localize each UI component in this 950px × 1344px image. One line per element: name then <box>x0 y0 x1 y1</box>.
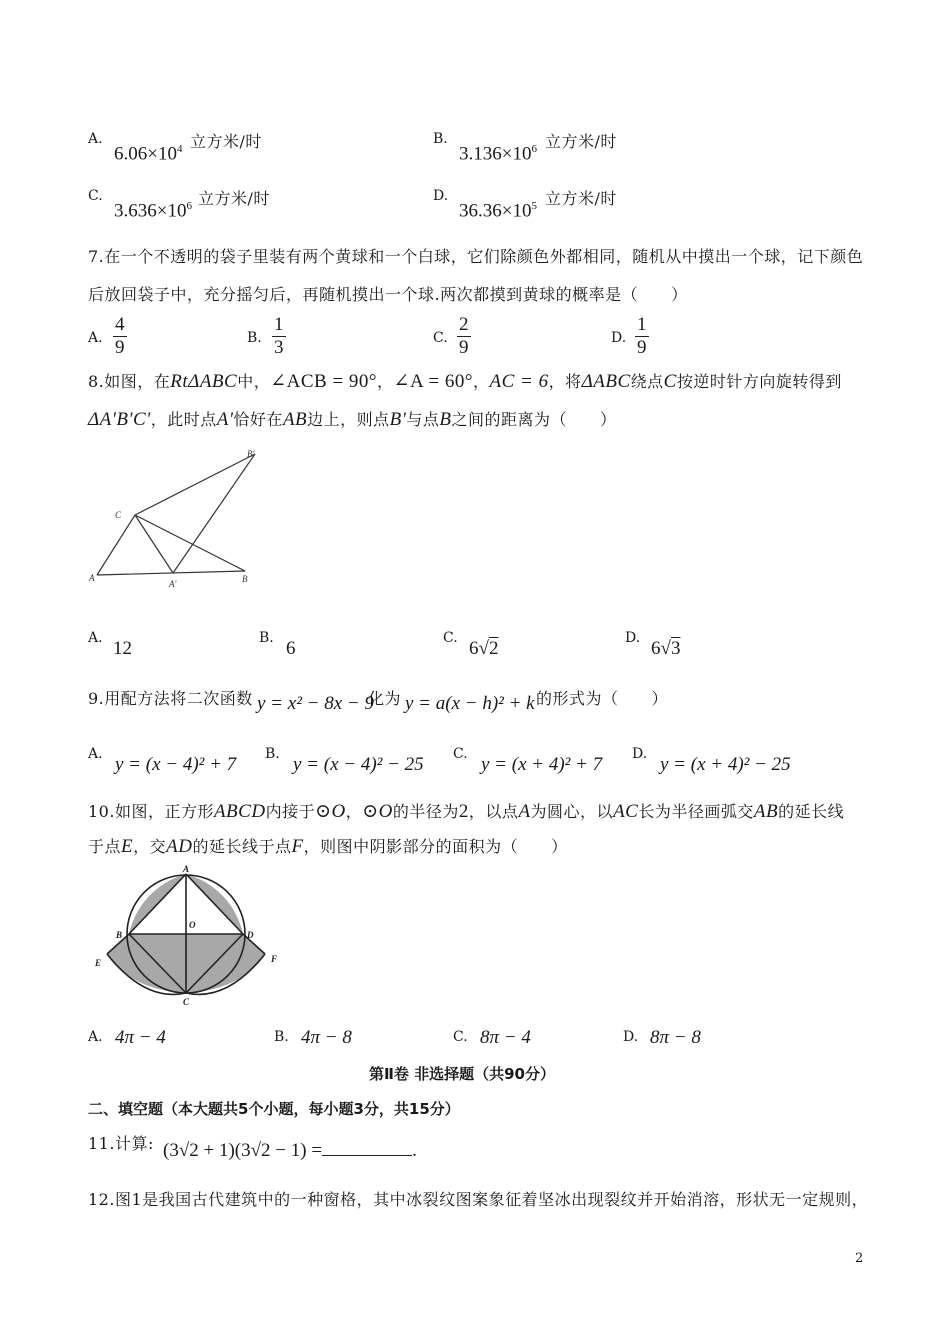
option-value: y = (x + 4)² − 25 <box>660 754 791 775</box>
q7-line2: 后放回袋子中，充分摇匀后，再随机摸出一个球.两次都摸到黄球的概率是（ ） <box>88 285 688 304</box>
segment-c-a-prime <box>135 515 173 573</box>
option-label: C. <box>443 630 458 646</box>
segment-ab <box>97 571 245 575</box>
option-label: D. <box>625 630 641 646</box>
unit-text: 立方米/时 <box>190 132 262 151</box>
option-value: $36.36\times 10^5$ <box>459 200 537 222</box>
option-value: 6√2 <box>469 638 499 659</box>
option-label: B. <box>433 131 448 147</box>
label-a: A <box>89 573 95 583</box>
label-b: B <box>116 930 123 940</box>
option-label: A. <box>88 630 103 646</box>
q10-circle-figure <box>85 862 285 1012</box>
option-label: C. <box>453 1029 468 1045</box>
option-label: A. <box>88 746 103 762</box>
q11-prefix: 11.计算: <box>88 1134 154 1153</box>
label-o: O <box>189 920 196 930</box>
option-label: B. <box>247 330 262 346</box>
option-value: y = (x − 4)² − 25 <box>293 754 424 775</box>
option-label: A. <box>88 330 103 346</box>
option-label: A. <box>88 1029 103 1045</box>
q12-line1: 12.图1是我国古代建筑中的一种窗格，其中冰裂纹图案象征着坚冰出现裂纹并开始消溶，形状无一定规则， <box>88 1190 869 1209</box>
part2-title: 第Ⅱ卷 非选择题（共90分） <box>369 1065 555 1083</box>
label-c: C <box>115 510 122 520</box>
option-value: 6√3 <box>651 638 681 659</box>
segment-ac <box>97 515 135 575</box>
option-value: 4π − 8 <box>301 1027 352 1048</box>
option-fraction: $\frac{1}{9}$ <box>637 314 647 358</box>
q8-triangle-figure <box>85 440 275 590</box>
option-fraction: $\frac{4}{9}$ <box>115 314 125 358</box>
option-fraction: $\frac{1}{3}$ <box>274 314 284 358</box>
option-value: $6.06\times 10^4$ <box>114 143 183 165</box>
unit-text: 立方米/时 <box>545 132 617 151</box>
label-b-prime: B' <box>247 449 255 459</box>
q8-line1: 8.如图，在RtΔABC中，∠ACB = 90°，∠A = 60°，AC = 6，将ΔABC绕点C按逆时针方向旋转得到 <box>88 371 842 392</box>
section2-title: 二、填空题（本大题共5个小题，每小题3分，共15分） <box>88 1100 460 1118</box>
q9-middle: 化为 <box>368 689 402 708</box>
option-label: B. <box>259 630 274 646</box>
option-label: C. <box>88 188 103 204</box>
option-value: $3.636\times 10^6$ <box>114 200 192 222</box>
label-b: B <box>242 574 248 584</box>
option-value: 8π − 4 <box>480 1027 531 1048</box>
unit-text: 立方米/时 <box>198 189 270 208</box>
q9-prefix: 9.用配方法将二次函数 <box>88 689 253 708</box>
option-label: D. <box>611 330 627 346</box>
label-c: C <box>183 997 190 1007</box>
label-d: D <box>247 930 254 940</box>
label-a: A <box>183 864 190 874</box>
option-label: C. <box>433 330 448 346</box>
option-label: D. <box>623 1029 639 1045</box>
option-label: B. <box>265 746 280 762</box>
q8-line2: ΔA'B'C'，此时点A'恰好在AB边上，则点B'与点B之间的距离为（ ） <box>88 409 617 430</box>
q10-line2: 于点E，交AD的延长线于点F，则图中阴影部分的面积为（ ） <box>88 836 568 857</box>
q11-expression: (3√2 + 1)(3√2 − 1) = . <box>163 1140 417 1161</box>
label-e: E <box>95 958 102 968</box>
q9-function: y = x² − 8x − 9 <box>257 693 374 714</box>
option-label: C. <box>453 746 468 762</box>
option-value: y = (x − 4)² + 7 <box>115 754 237 775</box>
q10-line1: 10.如图，正方形ABCD内接于⊙O，⊙O的半径为2，以点A为圆心，以AC长为半径画弧交AB的延长线 <box>88 801 845 822</box>
answer-blank[interactable] <box>322 1141 412 1156</box>
unit-text: 立方米/时 <box>545 189 617 208</box>
label-f: F <box>271 954 278 964</box>
q7-line1: 7.在一个不透明的袋子里装有两个黄球和一个白球，它们除颜色外都相同，随机从中摸出一个球，记下颜色 <box>88 247 864 266</box>
option-label: B. <box>274 1029 289 1045</box>
page-number: 2 <box>855 1251 864 1266</box>
q9-suffix: 的形式为（ ） <box>536 689 669 708</box>
option-value: 6 <box>286 638 296 659</box>
option-label: D. <box>433 188 449 204</box>
option-label: A. <box>88 131 103 147</box>
segment-cb-prime <box>135 454 255 515</box>
q9-vertex-form: y = a(x − h)² + k <box>405 693 535 714</box>
option-value: 12 <box>113 638 132 659</box>
option-label: D. <box>632 746 648 762</box>
option-value: y = (x + 4)² + 7 <box>481 754 603 775</box>
option-value: 8π − 8 <box>650 1027 701 1048</box>
option-value: 4π − 4 <box>115 1027 166 1048</box>
option-fraction: $\frac{2}{9}$ <box>459 314 469 358</box>
label-a-prime: A' <box>169 579 177 589</box>
option-value: $3.136\times 10^6$ <box>459 143 537 165</box>
segment-cb <box>135 515 245 571</box>
